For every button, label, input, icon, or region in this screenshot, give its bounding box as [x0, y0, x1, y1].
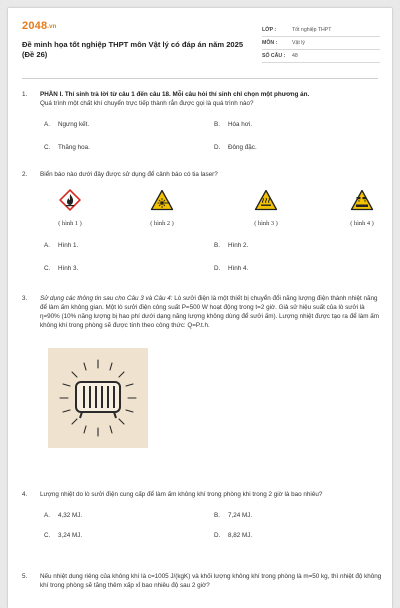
hazard-figures	[40, 185, 382, 231]
option-b[interactable]: B. Hình 2.	[214, 242, 249, 249]
figure-4: ( hình 4 )	[332, 189, 392, 228]
document-meta	[262, 24, 380, 63]
option-a[interactable]: A. Ngưng kết.	[44, 121, 90, 128]
meta-row-class: LỚP : Tốt nghiệp THPT	[262, 24, 380, 37]
options	[44, 241, 382, 277]
laser-hazard-icon	[150, 189, 174, 211]
question-5	[22, 572, 382, 590]
option-d[interactable]: D. 8,82 MJ.	[214, 532, 253, 539]
option-c[interactable]: C. Hình 3.	[44, 265, 79, 272]
options	[44, 511, 382, 547]
question-text: Nếu nhiệt dung riêng của không khí là c=1005 J/(kgK) và khối lượng không khí trong phòng là m=50 kg, thì nhiệt độ không khí trong phòng sẽ tăng thêm xấp xỉ bao nhiêu độ sau 2 giờ?	[40, 573, 382, 589]
part-instruction: PHẦN I. Thí sinh trả lời từ câu 1 đến câu 18. Mỗi câu hỏi thí sinh chỉ chọn một phương án.	[40, 91, 310, 98]
corrosive-hazard-icon	[350, 189, 374, 211]
option-b[interactable]: B. Hóa hơi.	[214, 121, 253, 128]
question-number: 2.	[22, 171, 28, 178]
option-c[interactable]: C. Thăng hoa.	[44, 144, 90, 151]
site-logo[interactable]: 2048.vn	[22, 20, 57, 32]
figure-1: ( hình 1 )	[40, 189, 100, 228]
electric-heater-illustration	[48, 348, 148, 448]
document-title: Đề minh họa tốt nghiệp THPT môn Vật lý có đáp án năm 2025 (Đề 26)	[22, 40, 244, 59]
hot-surface-hazard-icon	[254, 189, 278, 211]
question-text: Sử dụng các thông tin sau cho Câu 3 và Câu 4: Lò sưởi điện là một thiết bị chuyển đổi năng lượng điện thành nhiệt năng để làm ấm không gian. Một lò sưởi điện công suất P=500 W hoạt động trong t=2 giờ. Giả sử hiệu suất của lò sưởi là η=90% (10% năng lượng bị hao phí dưới dạng năng lượng không dùng để sưởi ấm). Lượng nhiệt được tạo ra để làm ấm không khí trong phòng sẽ được tính theo công thức: Q=P.t.h.	[40, 295, 380, 329]
document-page	[8, 8, 392, 608]
electric-heater-image	[48, 348, 148, 448]
question-number: 3.	[22, 295, 28, 302]
option-d[interactable]: D. Hình 4.	[214, 265, 249, 272]
option-a[interactable]: A. Hình 1.	[44, 242, 79, 249]
document-header	[22, 20, 378, 70]
figure-2: ( hình 2 )	[132, 189, 192, 228]
question-2	[22, 170, 382, 277]
question-text: Biển báo nào dưới đây được sử dụng để cảnh báo có tia laser?	[40, 171, 218, 178]
option-b[interactable]: B. 7,24 MJ.	[214, 512, 253, 519]
option-d[interactable]: D. Đông đặc.	[214, 144, 257, 151]
question-number: 4.	[22, 491, 28, 498]
option-c[interactable]: C. 3,24 MJ.	[44, 532, 83, 539]
options	[44, 120, 382, 156]
question-text: Quá trình một chất khí chuyển trực tiếp thành rắn được gọi là quá trình nào?	[40, 100, 254, 107]
flammable-hazard-icon	[59, 189, 81, 211]
question-3	[22, 294, 382, 330]
question-number: 1.	[22, 91, 28, 98]
question-text: Lượng nhiệt do lò sưởi điện cung cấp để làm ấm không khí trong phòng khi trong 2 giờ là bao nhiêu?	[40, 491, 323, 498]
question-4	[22, 490, 382, 547]
question-number: 5.	[22, 573, 28, 580]
meta-row-count: SỐ CÂU : 48	[262, 50, 380, 63]
question-1	[22, 90, 382, 156]
header-divider	[22, 78, 378, 79]
figure-3: ( hình 3 )	[236, 189, 296, 228]
meta-row-subject: MÔN : Vật lý	[262, 37, 380, 50]
option-a[interactable]: A. 4,32 MJ.	[44, 512, 83, 519]
